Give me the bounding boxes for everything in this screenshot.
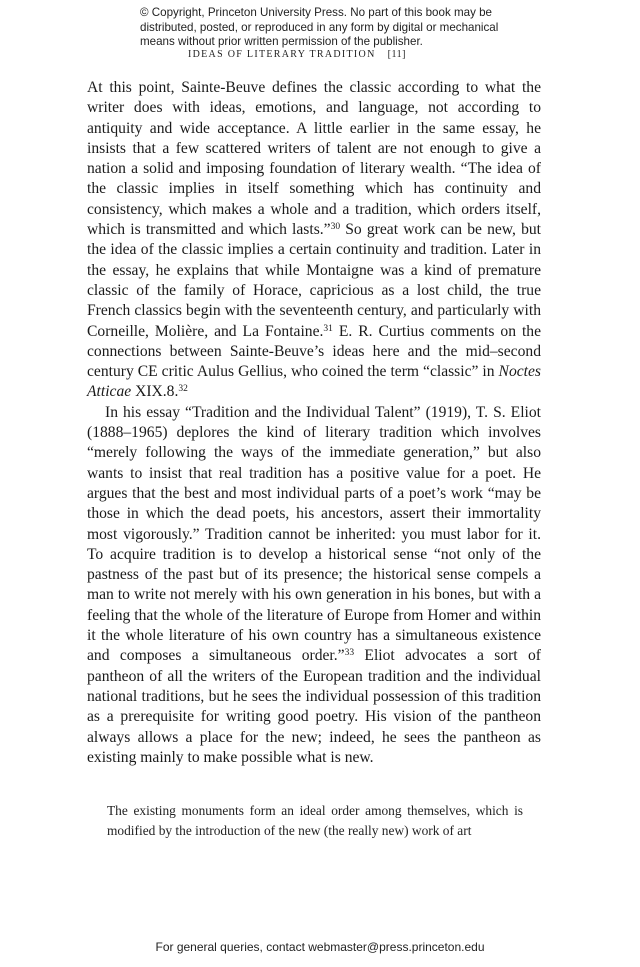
paragraph-text: In his essay “Tradition and the Individual Talent” (1919), T. S. Eliot (1888–1965) deplores the kind of literary tradition which involves “merely following the ways of the immediate generation,” but also wants to insist that real tradition has a positive value for a poet. He argues that the best and most individual parts of a poet’s work “may be those in which the dead poets, his ancestors, assert their immortality most vigorously.” Tradition cannot be inherited: you must labor for it. To acquire tradition is to develop a historical sense “not only of the pastness of the past but of its presence; the historical sense compels a man to write not merely with his own generation in his bones, but with a feeling that the whole of the literature of Europe from Homer and within it the whole literature of his own country has a simultaneous existence and composes a simultaneous order.” (87, 403, 541, 665)
paragraph-text: Eliot advocates a sort of pantheon of all the writers of the European tradition and the individual national traditions, but he sees the individual possession of this tradition as a prerequisite for writing good poetry. His vision of the pantheon always allows a place for the new; indeed, he sees the pantheon as existing mainly to make possible what is new. (87, 647, 541, 766)
footnote-ref-31[interactable]: 31 (323, 323, 333, 334)
page-number: [11] (387, 49, 406, 60)
copyright-notice: © Copyright, Princeton University Press. No part of this book may be distributed, posted, or reproduced in any form by digital or mechanical means without prior written permission of the publisher. (140, 6, 499, 48)
footer-contact: For general queries, contact webmaster@press.princeton.edu (155, 940, 485, 954)
footnote-ref-30[interactable]: 30 (330, 222, 341, 233)
main-text (87, 78, 541, 768)
paragraph-text: XIX.8. (131, 383, 179, 401)
paragraph-text: So great work can be new, but the idea of the classic implies a certain continuity and tradition. Later in the essay, he explains that while Montaigne was a kind of premature classic of the family of Horace, capricious as a lost child, the true French classics begin with the seventeenth century, and particularly with Corneille, Molière, and La Fontaine. (87, 221, 542, 340)
footnote-ref-32[interactable]: 32 (178, 384, 188, 395)
paragraph-sainte-beuve (87, 78, 541, 403)
running-head (188, 49, 488, 60)
running-head-title: IDEAS OF LITERARY TRADITION (188, 49, 376, 60)
block-quote (107, 801, 523, 841)
paragraph-text: E. R. Curtius comments on the connections between Sainte-Beuve’s ideas here and the mid–second century CE critic Aulus Gellius, who coined the term “classic” in (87, 322, 541, 381)
footnote-ref-33[interactable]: 33 (344, 648, 355, 659)
paragraph-text: At this point, Sainte-Beuve defines the classic according to what the writer does with ideas, emotions, and language, not according to antiquity and wide acceptance. A little earlier in the same essay, he insists that a few scattered writers of talent are not enough to give a nation a solid and imposing foundation of literary wealth. “The idea of the classic implies in itself something which has continuity and consistency, which makes a whole and a tradition, which orders itself, which is transmitted and which lasts.” (87, 79, 541, 239)
work-title: Noctes Atticae (87, 363, 541, 401)
paragraph-eliot (87, 403, 541, 768)
block-quote-text: The existing monuments form an ideal order among themselves, which is modified by the introduction of the new (the really new) work of art (107, 803, 523, 838)
